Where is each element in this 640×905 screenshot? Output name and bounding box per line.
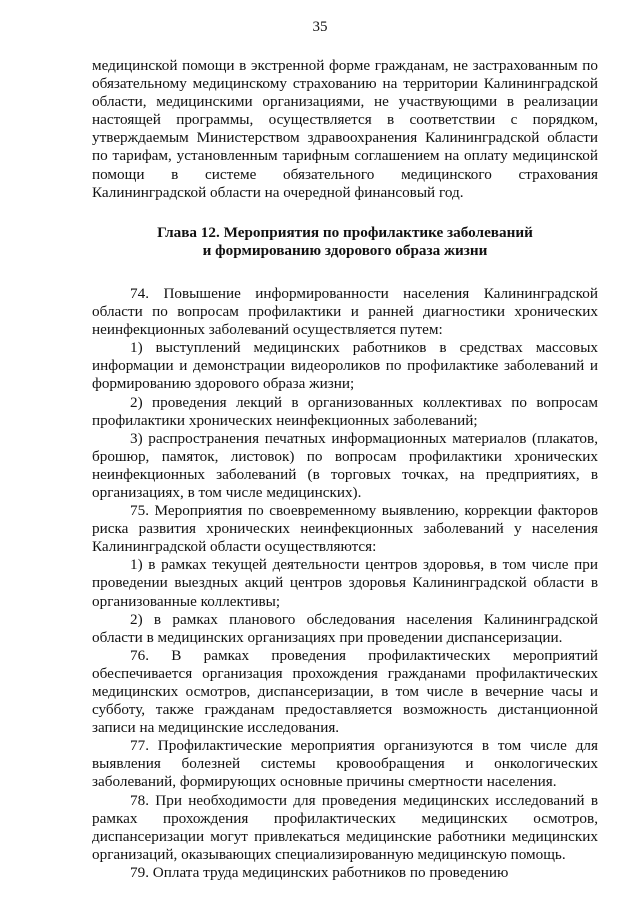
paragraph-74-item-1: 1) выступлений медицинских работников в средствах массовых информации и демонстрации видеороликов по профилактике заболеваний и формированию здорового образа жизни; [92, 339, 598, 393]
page-content [92, 57, 598, 882]
paragraph-79: 79. Оплата труда медицинских работников по проведению [130, 863, 509, 881]
paragraph-76: 76. В рамках проведения профилактических мероприятий обеспечивается организация прохождения гражданами профилактических медицинских осмотров, диспансеризации, в том числе в вечерние часы и субботу, также гражданам предоставляется возможность дистанционной записи на медицинские исследования. [92, 646, 598, 737]
paragraph-74-item-2: 2) проведения лекций в организованных коллективах по вопросам профилактики хронических неинфекционных заболеваний; [92, 393, 598, 429]
paragraph-78: 78. При необходимости для проведения медицинских исследований в рамках прохождения профилактических медицинских осмотров, диспансеризации могут привлекаться медицинские работники медицинских организаций, оказывающих специализированную медицинскую помощь. [92, 791, 598, 863]
chapter-title-line-2: и формированию здорового образа жизни [202, 241, 488, 259]
paragraph-75-item-2: 2) в рамках планового обследования населения Калининградской области в медицинских организациях при проведении диспансеризации. [92, 610, 598, 646]
intro-paragraph: медицинской помощи в экстренной форме гражданам, не застрахованным по обязательному медицинскому страхованию на территории Калининградской области, медицинскими организациями, не участвующими в реализации настоящей программы, осуществляется в соответствии с порядком, утверждаемым Министерством здравоохранения Калининградской области по тарифам, установленным тарифным соглашением на оплату медицинской помощи в системе обязательного медицинского страхования Калининградской области на очередной финансовый год. [92, 57, 598, 201]
chapter-title [92, 224, 598, 260]
page-number: 35 [312, 19, 328, 35]
paragraph-75: 75. Мероприятия по своевременному выявлению, коррекции факторов риска развития хронических неинфекционных заболеваний у населения Калининградской области осуществляются: [92, 502, 598, 556]
paragraph-75-item-1: 1) в рамках текущей деятельности центров здоровья, в том числе при проведении выездных акций центров здоровья Калининградской области в организованные коллективы; [92, 556, 598, 610]
paragraph-74-item-3: 3) распространения печатных информационных материалов (плакатов, брошюр, памяток, листовок) по вопросам профилактики хронических неинфекционных заболеваний (в торговых точках, на предприятиях, в организациях, в том числе медицинских). [92, 429, 598, 501]
paragraph-74: 74. Повышение информированности населения Калининградской области по вопросам профилактики и ранней диагностики хронических неинфекционных заболеваний осуществляется путем: [92, 284, 598, 339]
chapter-title-line-1: Глава 12. Мероприятия по профилактике заболеваний [157, 223, 533, 241]
paragraph-77: 77. Профилактические мероприятия организуются в том числе для выявления болезней системы кровообращения и онкологических заболеваний, формирующих основные причины смертности населения. [92, 737, 598, 791]
